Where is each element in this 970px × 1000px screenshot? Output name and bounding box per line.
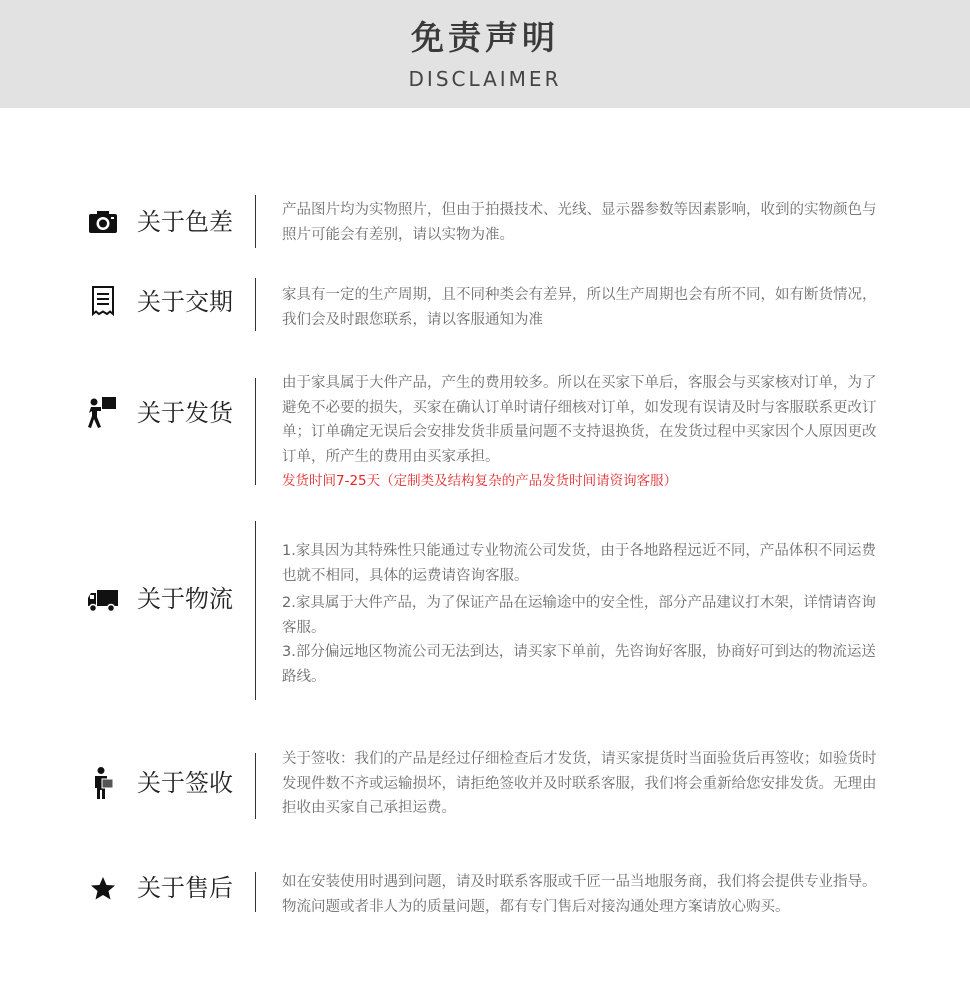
section-body [282, 539, 877, 689]
section-paragraph: 2.家具属于大件产品，为了保证产品在运输途中的安全性，部分产品建议打木架，详情请咨询客服。 [282, 595, 876, 636]
section-paragraph: 家具有一定的生产周期，且不同种类会有差异，所以生产周期也会有所不同，如有断货情况，我们会及时跟您联系，请以客服通知为准 [282, 287, 877, 328]
section-paragraph: 如在安装使用时遇到问题，请及时联系客服或千匠一品当地服务商，我们将会提供专业指导。物流问题或者非人为的质量问题，都有专门售后对接沟通处理方案请放心购买。 [282, 874, 877, 915]
section-paragraph: 关于签收：我们的产品是经过仔细检查后才发货，请买家提货时当面验货后再签收；如验货时发现件数不齐或运输损坏，请拒绝签收并及时联系客服，我们将会重新给您安排发货。无理由拒收由买家自己承担运费。 [282, 751, 877, 816]
section-body [282, 747, 877, 821]
section-heading: 关于色差 [137, 208, 233, 236]
courier-package-icon [86, 766, 120, 800]
truck-icon [86, 583, 120, 617]
section-paragraph: 由于家具属于大件产品，产生的费用较多。所以在买家下单后，客服会与买家核对订单，为了避免不必要的损失，买家在确认订单时请仔细核对订单，如发现有误请及时与客服联系更改订单；订单确定无误后会安排发货非质量问题不支持退换货，在发货过程中买家因个人原因更改订单，所产生的费用由买家承担。 [282, 375, 877, 465]
section-divider [255, 278, 256, 331]
delivery-person-icon [86, 396, 120, 430]
section-body [282, 198, 877, 247]
camera-icon [86, 205, 120, 239]
section-divider [255, 872, 256, 912]
section-body [282, 283, 877, 332]
section-paragraph: 产品图片均为实物照片，但由于拍摄技术、光线、显示器参数等因素影响，收到的实物颜色与照片可能会有差别，请以实物为准。 [282, 202, 877, 243]
section-divider [255, 195, 256, 248]
star-icon [86, 872, 120, 906]
section-heading: 关于物流 [137, 585, 233, 613]
page-title: 免责声明 [411, 18, 559, 57]
section-heading: 关于发货 [137, 399, 233, 427]
page-subtitle: DISCLAIMER [408, 67, 562, 91]
section-paragraph: 1.家具因为其特殊性只能通过专业物流公司发货，由于各地路程远近不同，产品体积不同运费也就不相同，具体的运费请咨询客服。 [282, 543, 876, 584]
section-body [282, 870, 877, 919]
receipt-icon [86, 284, 120, 318]
section-heading: 关于售后 [137, 874, 233, 902]
section-divider [255, 753, 256, 819]
section-paragraph: 3.部分偏远地区物流公司无法到达，请买家下单前，先咨询好客服，协商好可到达的物流运送路线。 [282, 644, 876, 685]
section-divider [255, 378, 256, 485]
section-body [282, 371, 877, 494]
page-header [0, 0, 970, 108]
section-divider [255, 521, 256, 700]
section-heading: 关于交期 [137, 288, 233, 316]
shipping-time-note: 发货时间7-25天（定制类及结构复杂的产品发货时间请资询客服） [282, 473, 678, 489]
section-heading: 关于签收 [137, 769, 233, 797]
